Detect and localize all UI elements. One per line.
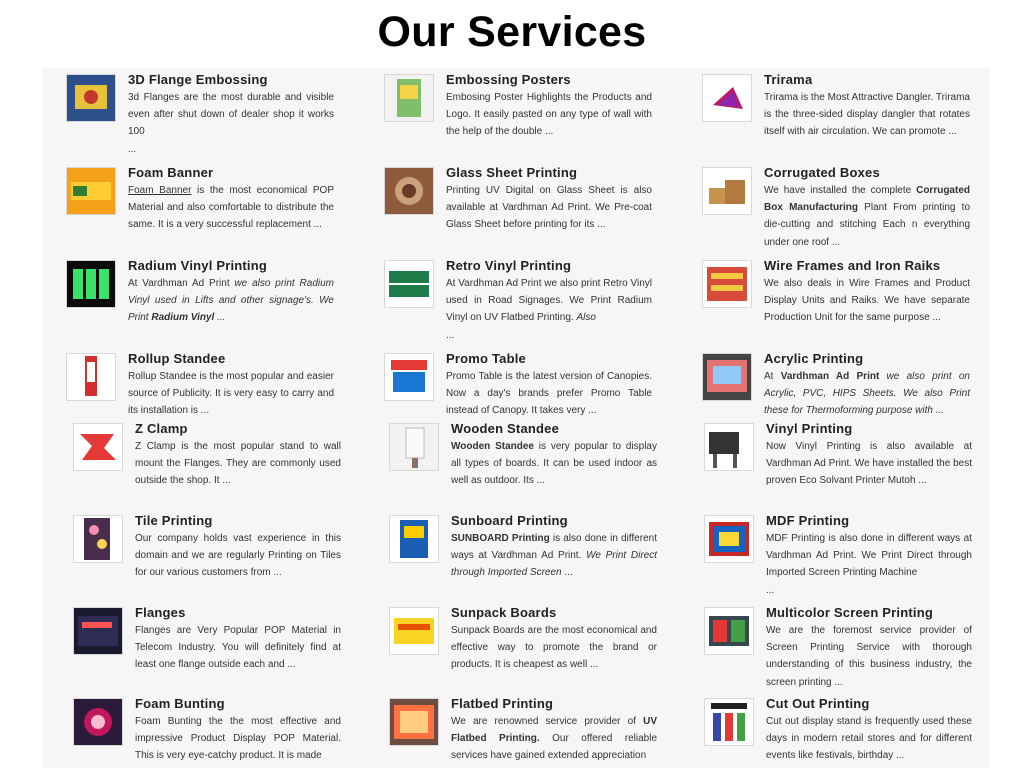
service-description-text: Our company holds vast experience in this domain and we are regularly Printing on Tiles for our various customers from ... — [135, 533, 341, 579]
service-description-text: We are the foremost service provider of Screen Printing Service with thorough understanding of this business industry, the screen printing ... — [766, 625, 972, 688]
service-description — [451, 713, 657, 765]
service-title[interactable]: Flatbed Printing — [451, 696, 554, 711]
sunboard-thumb-icon[interactable] — [389, 515, 439, 563]
wooden-standee-thumb-icon[interactable] — [389, 423, 439, 471]
service-description-text: we also print Radium Vinyl used in Lifts and other signage's. We Print — [128, 278, 335, 324]
standee-thumb-icon[interactable] — [66, 353, 116, 401]
service-description-text: Z Clamp is the most popular stand to wall mount the Flanges. They are commonly used outside the shop. It ... — [135, 441, 341, 487]
service-description-text: MDF Printing is also done in different ways at Vardhman Ad Print. We Print Direct through Imported Screen Printing Machine — [766, 533, 972, 579]
service-description-text: Vardhman Ad Print — [780, 371, 880, 382]
service-title[interactable]: Vinyl Printing — [766, 421, 853, 436]
service-title[interactable]: Multicolor Screen Printing — [766, 605, 933, 620]
service-description — [766, 530, 972, 599]
service-description-text: Rollup Standee is the most popular and easier source of Publicity. It is very easy to carry and its installation is ... — [128, 371, 334, 417]
service-description — [128, 275, 334, 327]
service-description-text: Also — [576, 312, 596, 324]
rack-thumb-icon[interactable] — [702, 260, 752, 308]
sunpack-thumb-icon[interactable] — [389, 607, 439, 655]
service-title[interactable]: Rollup Standee — [128, 351, 226, 366]
service-description-text: Corrugated Box Manufacturing — [764, 185, 970, 214]
service-title[interactable]: Sunpack Boards — [451, 605, 557, 620]
service-description-more: ... — [766, 584, 775, 596]
service-description-text: ... — [561, 567, 573, 579]
road-sign-thumb-icon[interactable] — [384, 260, 434, 308]
services-panel — [42, 68, 990, 768]
service-title[interactable]: Sunboard Printing — [451, 513, 568, 528]
flatbed-thumb-icon[interactable] — [389, 698, 439, 746]
service-description-text: Embosing Poster Highlights the Products and Logo. It easily pasted on any type of wall with the help of the double ... — [446, 92, 652, 138]
cutout-thumb-icon[interactable] — [704, 698, 754, 746]
service-description — [766, 622, 972, 691]
service-description-text: Radium Vinyl — [151, 312, 215, 324]
service-description — [764, 368, 970, 420]
service-description-text: is very popular to display all types of boards. It can be used indoor as well as outdoor. Its ... — [451, 441, 657, 487]
service-description-text: At Vardhman Ad Print — [128, 278, 235, 289]
service-title[interactable]: Radium Vinyl Printing — [128, 258, 268, 273]
service-description — [451, 622, 657, 674]
service-description-text: 3d Flanges are the most durable and visible even after shut down of dealer shop it works 100 — [128, 92, 334, 138]
printer-thumb-icon[interactable] — [704, 423, 754, 471]
service-description-text: we also print on Acrylic, PVC, HIPS Sheets. We also Print these for Thermoforming purpose with ... — [764, 371, 970, 417]
service-description-more: ... — [446, 329, 455, 341]
service-title[interactable]: Flanges — [135, 605, 186, 620]
service-description-text: At — [764, 371, 781, 382]
service-description — [766, 713, 972, 765]
service-description — [128, 368, 334, 420]
service-description-text: Wooden Standee — [451, 441, 534, 452]
service-description-text: We Print Direct through Imported Screen — [451, 550, 657, 579]
service-title[interactable]: MDF Printing — [766, 513, 850, 528]
service-description-text: SUNBOARD Printing — [451, 533, 550, 544]
clamp-thumb-icon[interactable] — [73, 423, 123, 471]
service-description-text: is the most economical POP Material and also comfortable to distribute the same. It is a very successful replacement ... — [128, 185, 334, 231]
service-description — [764, 182, 970, 251]
service-description — [135, 438, 341, 490]
service-description-text: We are renowned service provider of — [451, 716, 644, 727]
table-thumb-icon[interactable] — [384, 353, 434, 401]
service-description-more: ... — [128, 143, 137, 155]
service-description-text: Trirama is the Most Attractive Dangler. Trirama is the three-sided display dangler that rotates itself with air circulation. We can promote ... — [764, 92, 970, 138]
recharge-flange-thumb-icon[interactable] — [73, 607, 123, 655]
service-description — [446, 275, 652, 344]
service-description-text: Cut out display stand is frequently used these days in modern retail stores and for different events like festivals, birthday ... — [766, 716, 972, 762]
service-description-text: is also done in different ways at Vardhman Ad Print. — [451, 533, 657, 562]
service-description-text: Foam Bunting the the most effective and impressive Product Display POP Material. This is very eye-catchy product. It is made — [135, 716, 341, 762]
mdf-thumb-icon[interactable] — [704, 515, 754, 563]
service-description-text: Printing UV Digital on Glass Sheet is also available at Vardhman Ad Print. We Pre-coat Glass Sheet before printing for its ... — [446, 185, 652, 231]
service-title[interactable]: Acrylic Printing — [764, 351, 864, 366]
service-description-text: Now Vinyl Printing is also available at Vardhman Ad Print. We have installed the best proven Eco Solvant Printer Mutoh ... — [766, 441, 972, 487]
bunting-thumb-icon[interactable] — [73, 698, 123, 746]
service-description — [764, 89, 970, 141]
service-description — [128, 182, 334, 234]
service-description — [135, 622, 341, 674]
service-title[interactable]: Cut Out Printing — [766, 696, 870, 711]
service-title[interactable]: Foam Bunting — [135, 696, 225, 711]
service-description-text: Our offered reliable services have gained extended appreciation — [451, 733, 658, 762]
service-title[interactable]: Retro Vinyl Printing — [446, 258, 572, 273]
service-description — [451, 438, 657, 490]
service-description-text: Flanges are Very Popular POP Material in Telecom Industry. You will definitely find at least one flange outside each and ... — [135, 625, 341, 671]
glass-thumb-icon[interactable] — [384, 167, 434, 215]
service-title[interactable]: Trirama — [764, 72, 813, 87]
service-description — [128, 89, 334, 158]
service-title[interactable]: Z Clamp — [135, 421, 188, 436]
tile-thumb-icon[interactable] — [73, 515, 123, 563]
service-description-text: We also deals in Wire Frames and Product Display Units and Raiks. We have separate Production Unit for the same purpose ... — [764, 278, 970, 324]
service-title[interactable]: Foam Banner — [128, 165, 214, 180]
acrylic-thumb-icon[interactable] — [702, 353, 752, 401]
service-description-text: UV Flatbed Printing. — [451, 716, 657, 745]
service-title[interactable]: Embossing Posters — [446, 72, 571, 87]
service-description-text: We have installed the complete — [764, 185, 917, 196]
service-title[interactable]: Glass Sheet Printing — [446, 165, 578, 180]
service-description — [446, 368, 652, 420]
radium-thumb-icon[interactable] — [66, 260, 116, 308]
service-description — [764, 275, 970, 327]
service-description-text: Plant From printing to die-cutting and stitching Each n everything under one roof ... — [764, 202, 971, 248]
page-title: Our Services — [377, 8, 647, 56]
service-title[interactable]: Tile Printing — [135, 513, 213, 528]
service-description — [135, 713, 341, 765]
service-description — [766, 438, 972, 490]
banner-thumb-icon[interactable] — [66, 167, 116, 215]
service-description-text[interactable]: Foam Banner — [128, 185, 192, 196]
service-description — [446, 182, 652, 234]
service-title[interactable]: Wooden Standee — [451, 421, 560, 436]
service-description — [451, 530, 657, 582]
service-description-text: ... — [214, 312, 226, 324]
service-title[interactable]: Corrugated Boxes — [764, 165, 880, 180]
boxes-thumb-icon[interactable] — [702, 167, 752, 215]
service-description — [135, 530, 341, 582]
service-description-text: Promo Table is the latest version of Canopies. Now a day's brands prefer Promo Table instead of Canopy. It takes very ... — [446, 371, 652, 417]
service-title[interactable]: Promo Table — [446, 351, 526, 366]
screen-print-thumb-icon[interactable] — [704, 607, 754, 655]
service-title[interactable]: 3D Flange Embossing — [128, 72, 268, 87]
service-description — [446, 89, 652, 141]
poster-thumb-icon[interactable] — [384, 74, 434, 122]
dangler-thumb-icon[interactable] — [702, 74, 752, 122]
service-title[interactable]: Wire Frames and Iron Raiks — [764, 258, 941, 273]
service-description-text: Sunpack Boards are the most economical and effective way to promote the brand or products. It is cheapest as well ... — [451, 625, 657, 671]
service-description-text: At Vardhman Ad Print we also print Retro Vinyl used in Road Signages. We Print Radium Vinyl on UV Flatbed Printing. — [446, 278, 652, 324]
flange-thumb-icon[interactable] — [66, 74, 116, 122]
